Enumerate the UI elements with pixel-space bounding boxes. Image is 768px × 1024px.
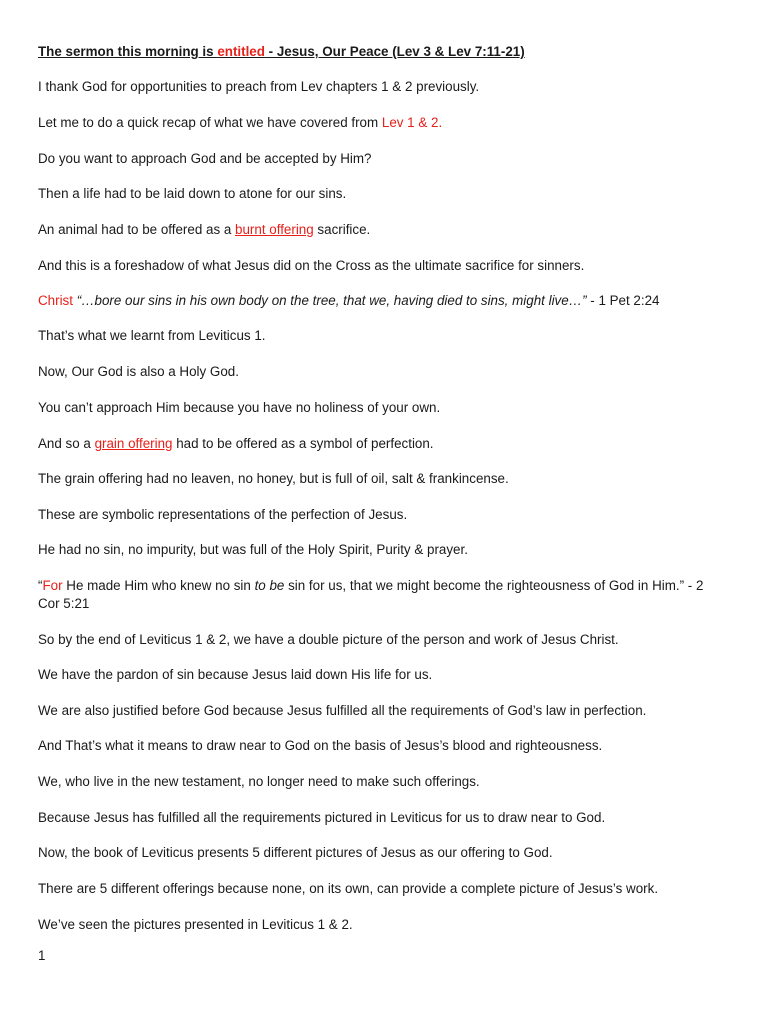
paragraph-1: I thank God for opportunities to preach from Lev chapters 1 & 2 previously.: [38, 79, 480, 94]
paragraph-21: Because Jesus has fulfilled all the requirements pictured in Leviticus for us to draw near to God.: [38, 810, 606, 825]
paragraph-11-before: And so a: [38, 436, 95, 451]
paragraph-10: You can’t approach Him because you have no holiness of your own.: [38, 400, 441, 415]
page-number: 1: [38, 948, 46, 963]
paragraph-15-rest: sin for us, that we might become the righteousness of God in Him.” - 2: [284, 578, 704, 593]
paragraph-9: Now, Our God is also a Holy God.: [38, 364, 239, 379]
paragraph-13: These are symbolic representations of the perfection of Jesus.: [38, 507, 408, 522]
paragraph-23: There are 5 different offerings because none, on its own, can provide a complete picture of Jesus’s work.: [38, 881, 659, 896]
paragraph-7-ref: - 1 Pet 2:24: [586, 293, 660, 308]
paragraph-24: We’ve seen the pictures presented in Leviticus 1 & 2.: [38, 917, 353, 932]
paragraph-18: We are also justified before God because Jesus fulfilled all the requirements of God’s law in perfection.: [38, 703, 647, 718]
title-suffix: - Jesus, Our Peace (Lev 3 & Lev 7:11-21): [264, 44, 525, 59]
paragraph-12: The grain offering had no leaven, no honey, but is full of oil, salt & frankincense.: [38, 471, 509, 486]
paragraph-11: [38, 435, 750, 453]
paragraph-22: Now, the book of Leviticus presents 5 different pictures of Jesus as our offering to God.: [38, 845, 553, 860]
paragraph-15-line-2: Cor 5:21: [38, 596, 90, 611]
title-entitled: entitled: [217, 44, 265, 59]
paragraph-8: That’s what we learnt from Leviticus 1.: [38, 328, 266, 343]
paragraph-17: We have the pardon of sin because Jesus laid down His life for us.: [38, 667, 433, 682]
paragraph-4: Then a life had to be laid down to atone for our sins.: [38, 186, 347, 201]
burnt-offering-link[interactable]: burnt offering: [235, 222, 314, 237]
paragraph-2-red: Lev 1 & 2.: [381, 115, 443, 130]
sermon-title: [38, 43, 750, 61]
paragraph-14: He had no sin, no impurity, but was full of the Holy Spirit, Purity & prayer.: [38, 542, 468, 557]
paragraph-7-quote: “…bore our sins in his own body on the tree, that we, having died to sins, might live…”: [72, 293, 587, 308]
title-prefix: The sermon this morning is: [38, 44, 218, 59]
paragraph-7-christ: Christ: [38, 293, 73, 308]
paragraph-5: [38, 221, 750, 239]
paragraph-5-after: sacrifice.: [313, 222, 371, 237]
paragraph-15-open: “: [38, 578, 43, 593]
paragraph-11-after: had to be offered as a symbol of perfection.: [172, 436, 434, 451]
paragraph-20: We, who live in the new testament, no longer need to make such offerings.: [38, 774, 480, 789]
paragraph-2: [38, 114, 750, 132]
paragraph-16: So by the end of Leviticus 1 & 2, we have a double picture of the person and work of Jesus Christ.: [38, 632, 619, 647]
paragraph-15-for: For: [42, 578, 63, 593]
paragraph-7: [38, 292, 750, 310]
grain-offering-link[interactable]: grain offering: [94, 436, 173, 451]
paragraph-19: And That’s what it means to draw near to God on the basis of Jesus’s blood and righteousness.: [38, 738, 603, 753]
paragraph-2-text: Let me to do a quick recap of what we have covered from: [38, 115, 382, 130]
paragraph-15-italic: to be: [254, 578, 285, 593]
paragraph-3: Do you want to approach God and be accepted by Him?: [38, 151, 372, 166]
paragraph-5-before: An animal had to be offered as a: [38, 222, 236, 237]
paragraph-15: [38, 577, 750, 595]
paragraph-15-mid: He made Him who knew no sin: [62, 578, 255, 593]
paragraph-6: And this is a foreshadow of what Jesus did on the Cross as the ultimate sacrifice for sinners.: [38, 258, 585, 273]
